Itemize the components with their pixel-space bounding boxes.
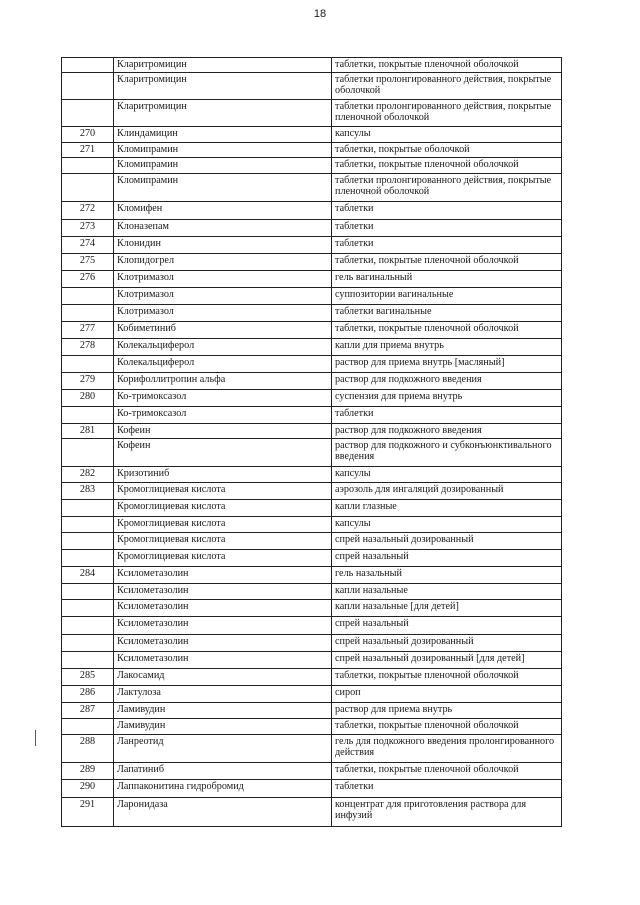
dosage-form-cell: капсулы [332,126,562,142]
row-number-cell: 272 [62,201,114,219]
table-row [62,406,562,423]
drug-name-cell: Кларитромицин [114,72,332,99]
drug-name-cell: Кромоглициевая кислота [114,532,332,549]
drug-name-cell: Клотримазол [114,287,332,304]
table-row [62,797,562,826]
table-row [62,270,562,287]
row-number-cell [62,438,114,466]
row-number-cell [62,99,114,126]
row-number-cell [62,516,114,532]
drug-name-cell: Ксилометазолин [114,566,332,583]
dosage-form-cell: капли глазные [332,499,562,516]
table-row [62,532,562,549]
dosage-form-cell: таблетки, покрытые пленочной оболочкой [332,668,562,685]
table-row [62,338,562,355]
table-row [62,236,562,253]
drug-name-cell: Лакосамид [114,668,332,685]
row-number-cell: 286 [62,685,114,702]
row-number-cell: 274 [62,236,114,253]
drug-name-cell: Кофеин [114,438,332,466]
dosage-form-cell: капсулы [332,516,562,532]
dosage-form-cell: капли назальные [для детей] [332,599,562,616]
drug-name-cell: Ксилометазолин [114,651,332,668]
drug-name-cell: Колекальциферол [114,355,332,372]
table-row [62,634,562,651]
dosage-form-cell: таблетки, покрытые пленочной оболочкой [332,321,562,338]
row-number-cell: 271 [62,142,114,157]
table-row [62,651,562,668]
dosage-form-cell: таблетки [332,236,562,253]
row-number-cell: 290 [62,779,114,797]
table-row [62,718,562,734]
table-row [62,438,562,466]
table-body [62,58,562,827]
dosage-form-cell: спрей назальный дозированный [для детей] [332,651,562,668]
dosage-form-cell: суспензия для приема внутрь [332,389,562,406]
drug-name-cell: Клонидин [114,236,332,253]
row-number-cell: 279 [62,372,114,389]
drug-name-cell: Лаппаконитина гидробромид [114,779,332,797]
dosage-form-cell: спрей назальный [332,549,562,566]
table-row [62,355,562,372]
row-number-cell: 281 [62,423,114,438]
dosage-form-cell: концентрат для приготовления раствора для инфузий [332,797,562,826]
table-row [62,566,562,583]
drug-name-cell: Лапатиниб [114,762,332,779]
medicines-table [61,57,562,827]
dosage-form-cell: спрей назальный [332,616,562,634]
table-row [62,499,562,516]
row-number-cell [62,718,114,734]
dosage-form-cell: таблетки, покрытые пленочной оболочкой [332,718,562,734]
table-row [62,685,562,702]
drug-name-cell: Колекальциферол [114,338,332,355]
dosage-form-cell: гель назальный [332,566,562,583]
table-row [62,58,562,73]
drug-name-cell: Лактулоза [114,685,332,702]
table-row [62,304,562,321]
table-row [62,516,562,532]
dosage-form-cell: капли назальные [332,583,562,599]
row-number-cell: 270 [62,126,114,142]
dosage-form-cell: суппозитории вагинальные [332,287,562,304]
dosage-form-cell: гель вагинальный [332,270,562,287]
dosage-form-cell: таблетки [332,201,562,219]
row-number-cell: 288 [62,734,114,762]
dosage-form-cell: таблетки [332,406,562,423]
row-number-cell [62,651,114,668]
table-row [62,99,562,126]
table-row [62,583,562,599]
dosage-form-cell: капли для приема внутрь [332,338,562,355]
margin-mark [35,730,36,746]
row-number-cell [62,58,114,73]
table-row [62,201,562,219]
drug-name-cell: Ксилометазолин [114,599,332,616]
table-row [62,423,562,438]
dosage-form-cell: спрей назальный дозированный [332,532,562,549]
drug-name-cell: Ксилометазолин [114,583,332,599]
table-row [62,466,562,482]
row-number-cell: 287 [62,702,114,718]
row-number-cell: 285 [62,668,114,685]
table-row [62,482,562,499]
drug-name-cell: Ларонидаза [114,797,332,826]
drug-name-cell: Кризотиниб [114,466,332,482]
row-number-cell: 277 [62,321,114,338]
drug-name-cell: Кларитромицин [114,58,332,73]
drug-name-cell: Ламивудин [114,718,332,734]
table-row [62,253,562,270]
dosage-form-cell: таблетки вагинальные [332,304,562,321]
row-number-cell [62,355,114,372]
table-row [62,126,562,142]
page-number: 18 [313,8,327,20]
drug-name-cell: Ланреотид [114,734,332,762]
drug-name-cell: Кромоглициевая кислота [114,482,332,499]
dosage-form-cell: гель для подкожного введения пролонгированного действия [332,734,562,762]
table-row [62,389,562,406]
row-number-cell: 282 [62,466,114,482]
drug-name-cell: Кромоглициевая кислота [114,549,332,566]
dosage-form-cell: таблетки, покрытые пленочной оболочкой [332,58,562,73]
table-row [62,157,562,173]
drug-name-cell: Кломипрамин [114,142,332,157]
drug-name-cell: Ксилометазолин [114,616,332,634]
drug-name-cell: Ксилометазолин [114,634,332,651]
drug-name-cell: Кобиметиниб [114,321,332,338]
dosage-form-cell: раствор для подкожного введения [332,423,562,438]
drug-name-cell: Кофеин [114,423,332,438]
table-row [62,173,562,201]
drug-name-cell: Кромоглициевая кислота [114,499,332,516]
table-row [62,762,562,779]
row-number-cell: 291 [62,797,114,826]
row-number-cell: 280 [62,389,114,406]
dosage-form-cell: сироп [332,685,562,702]
dosage-form-cell: капсулы [332,466,562,482]
dosage-form-cell: аэрозоль для ингаляций дозированный [332,482,562,499]
table-row [62,142,562,157]
table-row [62,599,562,616]
dosage-form-cell: таблетки пролонгированного действия, покрытые пленочной оболочкой [332,173,562,201]
dosage-form-cell: таблетки [332,219,562,236]
row-number-cell [62,287,114,304]
drug-name-cell: Кларитромицин [114,99,332,126]
dosage-form-cell: таблетки пролонгированного действия, покрытые оболочкой [332,72,562,99]
row-number-cell: 273 [62,219,114,236]
drug-name-cell: Клоназепам [114,219,332,236]
drug-name-cell: Ко-тримоксазол [114,389,332,406]
row-number-cell: 284 [62,566,114,583]
dosage-form-cell: раствор для подкожного введения [332,372,562,389]
drug-name-cell: Кломипрамин [114,157,332,173]
row-number-cell: 275 [62,253,114,270]
row-number-cell [62,616,114,634]
dosage-form-cell: таблетки, покрытые оболочкой [332,142,562,157]
drug-name-cell: Клопидогрел [114,253,332,270]
row-number-cell [62,532,114,549]
row-number-cell [62,304,114,321]
table-row [62,702,562,718]
drug-name-cell: Кломипрамин [114,173,332,201]
row-number-cell [62,406,114,423]
row-number-cell: 289 [62,762,114,779]
drug-name-cell: Клиндамицин [114,126,332,142]
drug-name-cell: Клотримазол [114,270,332,287]
row-number-cell [62,634,114,651]
table-row [62,616,562,634]
row-number-cell: 278 [62,338,114,355]
table-row [62,72,562,99]
table-row [62,287,562,304]
dosage-form-cell: таблетки пролонгированного действия, покрытые пленочной оболочкой [332,99,562,126]
drug-name-cell: Кромоглициевая кислота [114,516,332,532]
table-row [62,321,562,338]
row-number-cell [62,157,114,173]
row-number-cell [62,599,114,616]
drug-name-cell: Ко-тримоксазол [114,406,332,423]
row-number-cell [62,499,114,516]
table-row [62,219,562,236]
dosage-form-cell: раствор для подкожного и субконъюнктивального введения [332,438,562,466]
drug-name-cell: Корифоллитропин альфа [114,372,332,389]
table-row [62,372,562,389]
dosage-form-cell: раствор для приема внутрь [332,702,562,718]
drug-name-cell: Ламивудин [114,702,332,718]
row-number-cell [62,583,114,599]
dosage-form-cell: таблетки, покрытые пленочной оболочкой [332,157,562,173]
row-number-cell [62,549,114,566]
row-number-cell [62,72,114,99]
row-number-cell: 283 [62,482,114,499]
dosage-form-cell: таблетки [332,779,562,797]
dosage-form-cell: раствор для приема внутрь [масляный] [332,355,562,372]
drug-name-cell: Кломифен [114,201,332,219]
drug-name-cell: Клотримазол [114,304,332,321]
table-row [62,779,562,797]
row-number-cell [62,173,114,201]
table-row [62,549,562,566]
dosage-form-cell: таблетки, покрытые пленочной оболочкой [332,762,562,779]
table-row [62,734,562,762]
table-row [62,668,562,685]
dosage-form-cell: таблетки, покрытые пленочной оболочкой [332,253,562,270]
row-number-cell: 276 [62,270,114,287]
dosage-form-cell: спрей назальный дозированный [332,634,562,651]
